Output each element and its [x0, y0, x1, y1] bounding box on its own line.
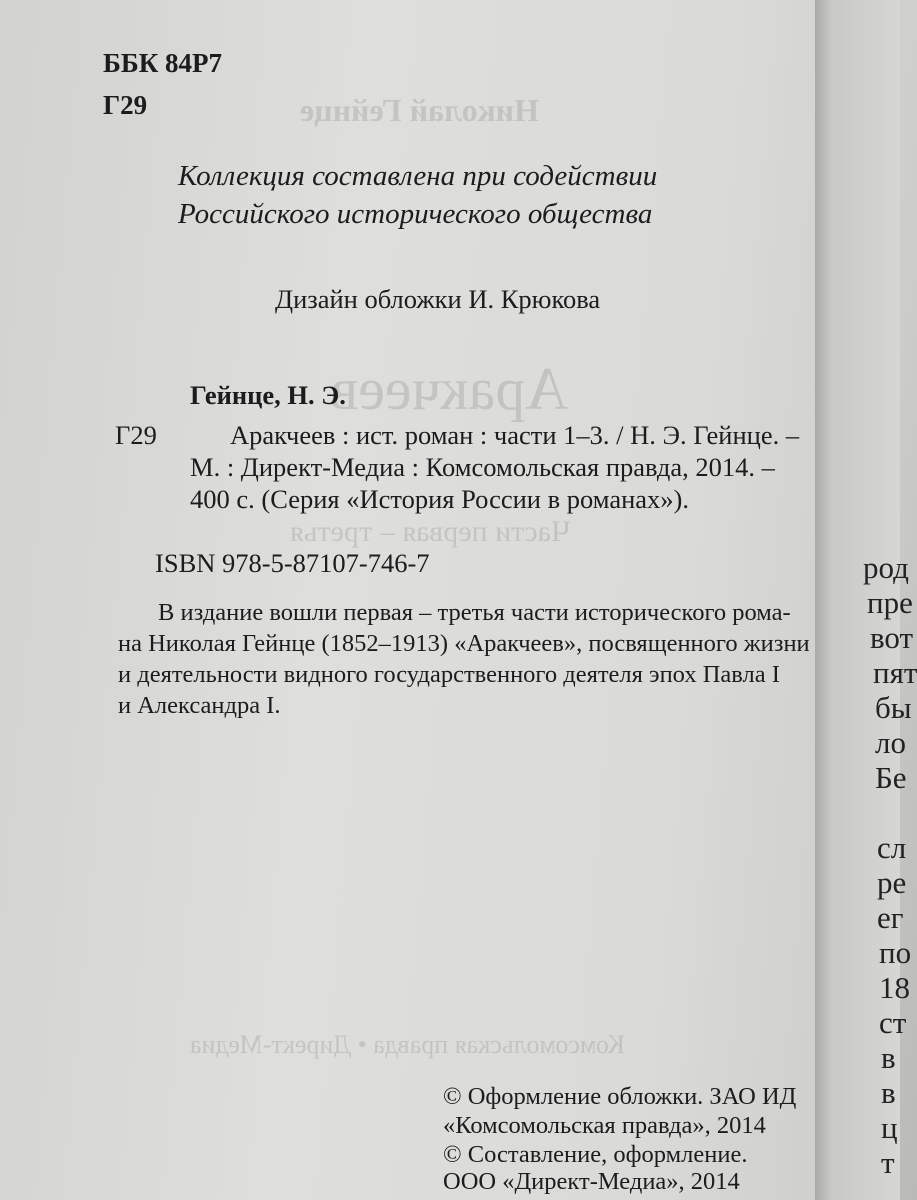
show-through-title: Аракчеев — [330, 356, 569, 422]
copyright-line-4: ООО «Директ-Медиа», 2014 — [443, 1168, 740, 1195]
adjacent-fragment: по — [879, 935, 912, 970]
show-through-parts: Части первая – третья — [290, 515, 571, 548]
collection-note-line-1: Коллекция составлена при содействии — [178, 160, 658, 192]
adjacent-fragment: пят — [873, 655, 917, 690]
show-through-author: Николай Гейнце — [300, 92, 539, 128]
adjacent-fragment: в — [881, 1075, 896, 1110]
adjacent-fragment: пре — [867, 585, 913, 620]
cover-design-credit: Дизайн обложки И. Крюкова — [275, 284, 601, 314]
catalog-author: Гейнце, Н. Э. — [190, 380, 346, 410]
catalog-code: Г29 — [115, 420, 157, 450]
adjacent-fragment: сл — [877, 830, 907, 865]
catalog-line-2: М. : Директ-Медиа : Комсомольская правда, 2014. – — [190, 452, 775, 482]
adjacent-fragment: Бе — [875, 760, 907, 795]
copyright-line-1: © Оформление обложки. ЗАО ИД — [443, 1083, 797, 1110]
adjacent-page-edge — [815, 0, 917, 1200]
isbn: ISBN 978-5-87107-746-7 — [155, 548, 430, 578]
collection-note-line-2: Российского исторического общества — [178, 198, 653, 230]
annotation-line-1: В издание вошли первая – третья части исторического рома- — [158, 599, 791, 626]
annotation-line-3: и деятельности видного государственного деятеля эпох Павла I — [118, 661, 780, 688]
adjacent-fragment: бы — [875, 690, 912, 725]
adjacent-fragment: ц — [881, 1110, 898, 1145]
catalog-line-3: 400 с. (Серия «История России в романах»). — [190, 484, 689, 514]
catalog-line-1: Аракчеев : ист. роман : части 1–3. / Н. Э. Гейнце. – — [230, 420, 800, 450]
copyright-line-3: © Составление, оформление. — [443, 1141, 748, 1168]
annotation-line-2: на Николая Гейнце (1852–1913) «Аракчеев», посвященного жизни — [118, 630, 810, 657]
author-code: Г29 — [103, 90, 148, 120]
adjacent-fragment: вот — [870, 620, 914, 655]
bbk-code: ББК 84Р7 — [103, 48, 223, 78]
adjacent-fragment: ег — [877, 900, 904, 935]
copyright-line-2: «Комсомольская правда», 2014 — [443, 1112, 766, 1139]
adjacent-fragment: ло — [875, 725, 906, 760]
show-through-publisher: Комсомольская правда • Директ-Медиа — [190, 1030, 625, 1059]
adjacent-fragment: ст — [879, 1005, 907, 1040]
adjacent-fragment: род — [863, 550, 909, 585]
adjacent-fragment: ре — [877, 865, 907, 900]
adjacent-fragment: в — [881, 1040, 896, 1075]
annotation-line-4: и Александра I. — [118, 692, 281, 719]
adjacent-fragment: т — [881, 1145, 895, 1180]
adjacent-fragment: 18 — [879, 970, 910, 1005]
